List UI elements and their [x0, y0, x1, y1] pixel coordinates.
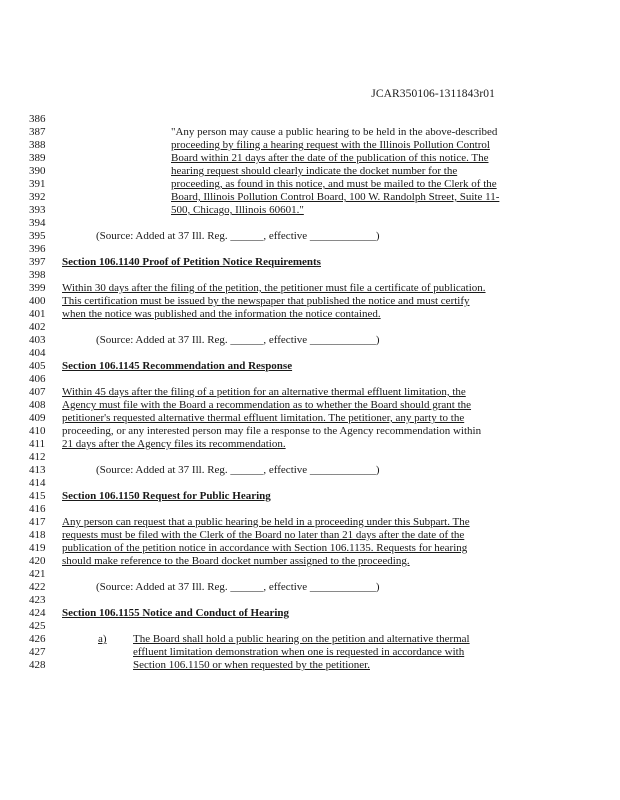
document-line [0, 606, 620, 620]
line-number: 395 [29, 230, 46, 242]
line-text: 21 days after the Agency files its recommendation. [62, 438, 286, 450]
document-line [0, 255, 620, 269]
line-number: 407 [29, 386, 46, 398]
document-line [0, 528, 620, 542]
document-line [0, 541, 620, 555]
line-number: 418 [29, 529, 46, 541]
line-text: Board within 21 days after the date of the publication of this notice. The [171, 152, 489, 164]
document-id: JCAR350106-1311843r01 [371, 88, 495, 100]
document-line [0, 554, 620, 568]
line-number: 402 [29, 321, 46, 333]
line-text: hearing request should clearly indicate the docket number for the [171, 165, 458, 177]
document-line [0, 463, 620, 477]
document-line [0, 320, 620, 334]
line-text: when the notice was published and the information the notice contained. [62, 308, 381, 320]
line-text: Board, Illinois Pollution Control Board, 100 W. Randolph Street, Suite 11- [171, 191, 500, 203]
line-text: effluent limitation demonstration when one is requested in accordance with [133, 646, 465, 658]
section-heading: Section 106.1150 Request for Public Hearing [62, 490, 271, 502]
document-line [0, 385, 620, 399]
line-number: 404 [29, 347, 46, 359]
document-line [0, 476, 620, 490]
document-line [0, 632, 620, 646]
document-line [0, 424, 620, 438]
line-number: 409 [29, 412, 46, 424]
line-number: 403 [29, 334, 46, 346]
line-number: 393 [29, 204, 46, 216]
line-number: 427 [29, 646, 46, 658]
document-line [0, 190, 620, 204]
document-line [0, 216, 620, 230]
document-line [0, 515, 620, 529]
line-text: proceeding, or any interested person may file a response to the Agency recommendation within [62, 425, 482, 437]
line-number: 425 [29, 620, 46, 632]
line-number: 415 [29, 490, 46, 502]
line-number: 386 [29, 113, 46, 125]
line-number: 426 [29, 633, 46, 645]
document-line [0, 281, 620, 295]
document-line [0, 242, 620, 256]
document-line [0, 294, 620, 308]
line-text: proceeding by filing a hearing request with the Illinois Pollution Control [171, 139, 490, 151]
line-text: Agency must file with the Board a recommendation as to whether the Board should grant the [62, 399, 472, 411]
list-item-label: a) [98, 633, 107, 645]
line-text: petitioner's requested alternative thermal effluent limitation. The petitioner, any party to the [62, 412, 465, 424]
line-number: 388 [29, 139, 46, 151]
document-line [0, 112, 620, 126]
line-number: 390 [29, 165, 46, 177]
line-number: 410 [29, 425, 46, 437]
document-line [0, 437, 620, 451]
line-number: 401 [29, 308, 46, 320]
line-number: 420 [29, 555, 46, 567]
document-line [0, 346, 620, 360]
line-number: 397 [29, 256, 46, 268]
line-text: 500, Chicago, Illinois 60601." [171, 204, 304, 216]
line-text: Within 45 days after the filing of a petition for an alternative thermal effluent limitation, the [62, 386, 466, 398]
line-text: Section 106.1150 or when requested by the petitioner. [133, 659, 370, 671]
line-text: should make reference to the Board docket number assigned to the proceeding. [62, 555, 410, 567]
line-number: 424 [29, 607, 46, 619]
line-text: "Any person may cause a public hearing to be held in the above-described [171, 126, 498, 138]
document-line [0, 593, 620, 607]
document-line [0, 164, 620, 178]
document-line [0, 229, 620, 243]
document-line [0, 489, 620, 503]
document-line [0, 580, 620, 594]
document-line [0, 333, 620, 347]
section-heading: Section 106.1140 Proof of Petition Notice Requirements [62, 256, 321, 268]
line-number: 400 [29, 295, 46, 307]
line-text: proceeding, as found in this notice, and must be mailed to the Clerk of the [171, 178, 497, 190]
section-heading: Section 106.1155 Notice and Conduct of Hearing [62, 607, 290, 619]
source-note: (Source: Added at 37 Ill. Reg. ______, effective ____________) [96, 230, 380, 242]
line-number: 406 [29, 373, 46, 385]
document-line [0, 125, 620, 139]
document-line [0, 619, 620, 633]
document-line [0, 658, 620, 672]
line-number: 392 [29, 191, 46, 203]
source-note: (Source: Added at 37 Ill. Reg. ______, effective ____________) [96, 334, 380, 346]
section-heading: Section 106.1145 Recommendation and Response [62, 360, 293, 372]
line-number: 423 [29, 594, 46, 606]
line-number: 396 [29, 243, 46, 255]
line-text: Any person can request that a public hearing be held in a proceeding under this Subpart. The [62, 516, 470, 528]
source-note: (Source: Added at 37 Ill. Reg. ______, effective ____________) [96, 581, 380, 593]
line-number: 416 [29, 503, 46, 515]
line-number: 414 [29, 477, 46, 489]
source-note: (Source: Added at 37 Ill. Reg. ______, effective ____________) [96, 464, 380, 476]
line-number: 422 [29, 581, 46, 593]
line-number: 411 [29, 438, 46, 450]
line-text: The Board shall hold a public hearing on the petition and alternative thermal [133, 633, 470, 645]
line-number: 408 [29, 399, 46, 411]
line-number: 417 [29, 516, 46, 528]
document-line [0, 450, 620, 464]
document-line [0, 268, 620, 282]
document-line [0, 567, 620, 581]
document-line [0, 359, 620, 373]
line-number: 387 [29, 126, 46, 138]
document-line [0, 398, 620, 412]
line-text: Within 30 days after the filing of the petition, the petitioner must file a certificate of publication. [62, 282, 486, 294]
document-line [0, 502, 620, 516]
document-line [0, 203, 620, 217]
document-line [0, 177, 620, 191]
line-text: requests must be filed with the Clerk of the Board no later than 21 days after the date of the [62, 529, 465, 541]
document-line [0, 645, 620, 659]
line-number: 389 [29, 152, 46, 164]
line-number: 399 [29, 282, 46, 294]
line-number: 413 [29, 464, 46, 476]
document-line [0, 151, 620, 165]
line-number: 421 [29, 568, 46, 580]
document-line [0, 372, 620, 386]
line-text: publication of the petition notice in accordance with Section 106.1135. Requests for hearing [62, 542, 468, 554]
line-number: 405 [29, 360, 46, 372]
line-number: 412 [29, 451, 46, 463]
line-number: 419 [29, 542, 46, 554]
line-number: 391 [29, 178, 46, 190]
document-line [0, 138, 620, 152]
document-line [0, 411, 620, 425]
line-number: 428 [29, 659, 46, 671]
document-line [0, 307, 620, 321]
line-text: This certification must be issued by the newspaper that published the notice and must certify [62, 295, 470, 307]
line-number: 394 [29, 217, 46, 229]
line-number: 398 [29, 269, 46, 281]
